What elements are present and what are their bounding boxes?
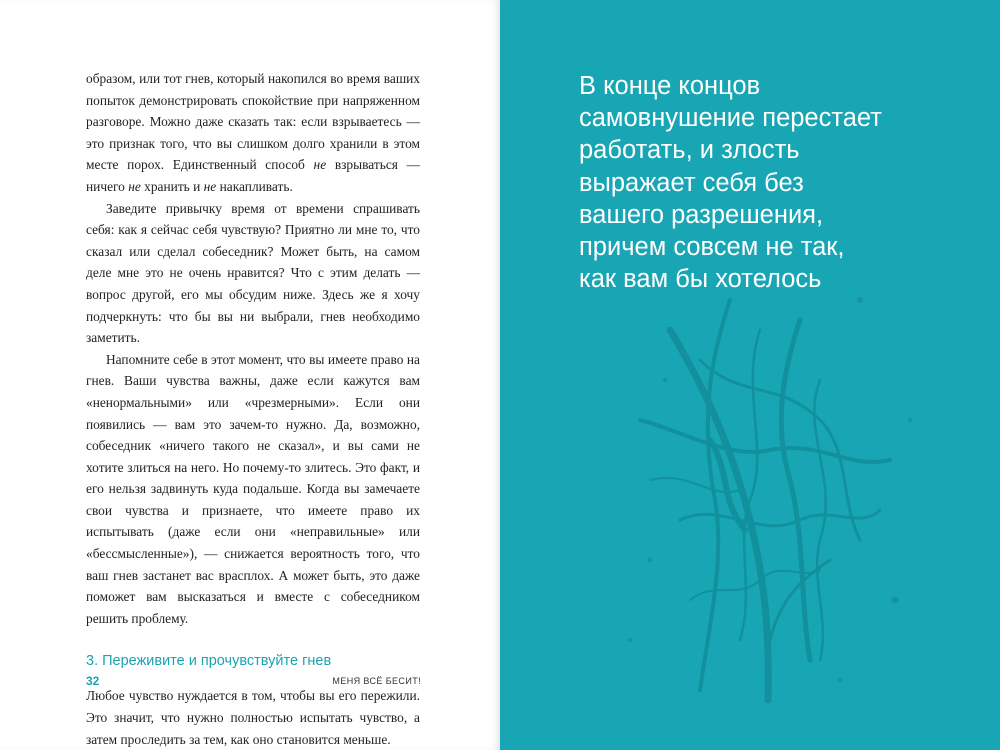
body-text	[86, 68, 420, 750]
paragraph-text: взрываться — ничего	[86, 157, 420, 194]
paragraph-text: хранить и	[140, 178, 204, 194]
section-subheading: 3. Переживите и прочувствуйте гнев	[86, 653, 332, 670]
emphasis-text: не	[313, 157, 327, 173]
pull-quote	[579, 70, 979, 295]
quote-line: как вам бы хотелось	[579, 265, 822, 294]
paragraph-text: накапливать.	[216, 178, 293, 194]
quote-line: выражает себя без	[579, 168, 804, 197]
quote-line: работать, и злость	[579, 136, 800, 165]
page-number: 32	[86, 674, 100, 688]
emphasis-text: не	[203, 178, 217, 194]
body-paragraph	[86, 349, 420, 630]
emphasis-text: не	[128, 178, 141, 194]
right-page	[500, 0, 1000, 750]
body-paragraph	[86, 198, 420, 349]
paragraph-text: образом, или тот гнев, который накопился во время ваших попыток демонстрировать спокойствие при напряженном разговоре. Можно даже сказать так: если взрываетесь — это признак того, что вы слишком долго хранили в этом месте порох. Единственный способ	[86, 71, 420, 173]
body-paragraph	[86, 68, 420, 198]
quote-line: самовнушение перестает	[579, 104, 882, 133]
paragraph-text: Напомните себе в этот момент, что вы имеете право на гнев. Ваши чувства важны, даже если кажутся вам «ненормальными» или «чрезмерными». Если они появились — вам это зачем-то нужно. Да, возможно, собеседник «ничего такого не сказал», и вы сами не хотите злиться на него. Но почему-то злитесь. Это факт, и его нельзя задвинуть куда подальше. Когда вы замечаете свои чувства и признаете, что имеете право их испытывать (даже если они «неправильные» или «бессмысленные»), — снижается вероятность того, что ваш гнев застанет вас врасплох. А может быть, это даже поможет вам высказаться и вместе с собеседником решить проблему.	[86, 351, 420, 626]
quote-line: вашего разрешения,	[579, 200, 824, 229]
paragraph-text: Заведите привычку время от времени спрашивать себя: как я сейчас себя чувствую? Приятно ли мне то, что сказал или сделал собеседник? Может быть, на самом деле мне это не очень нравится? Что с этим делать — вопрос другой, его мы обсудим ниже. Здесь же я хочу подчеркнуть: что бы вы ни выбрали, гнев необходимо заметить.	[86, 200, 420, 346]
quote-line: причем совсем не так,	[579, 233, 845, 262]
paragraphs-container	[86, 68, 420, 629]
quote-line: В конце концов	[579, 72, 761, 100]
running-title: МЕНЯ ВСЁ БЕСИТ!	[332, 676, 421, 686]
final-paragraph: Любое чувство нуждается в том, чтобы вы его пережили. Это значит, что нужно полностью испытать чувство, а затем проследить за тем, как оно становится меньше.	[86, 688, 420, 747]
